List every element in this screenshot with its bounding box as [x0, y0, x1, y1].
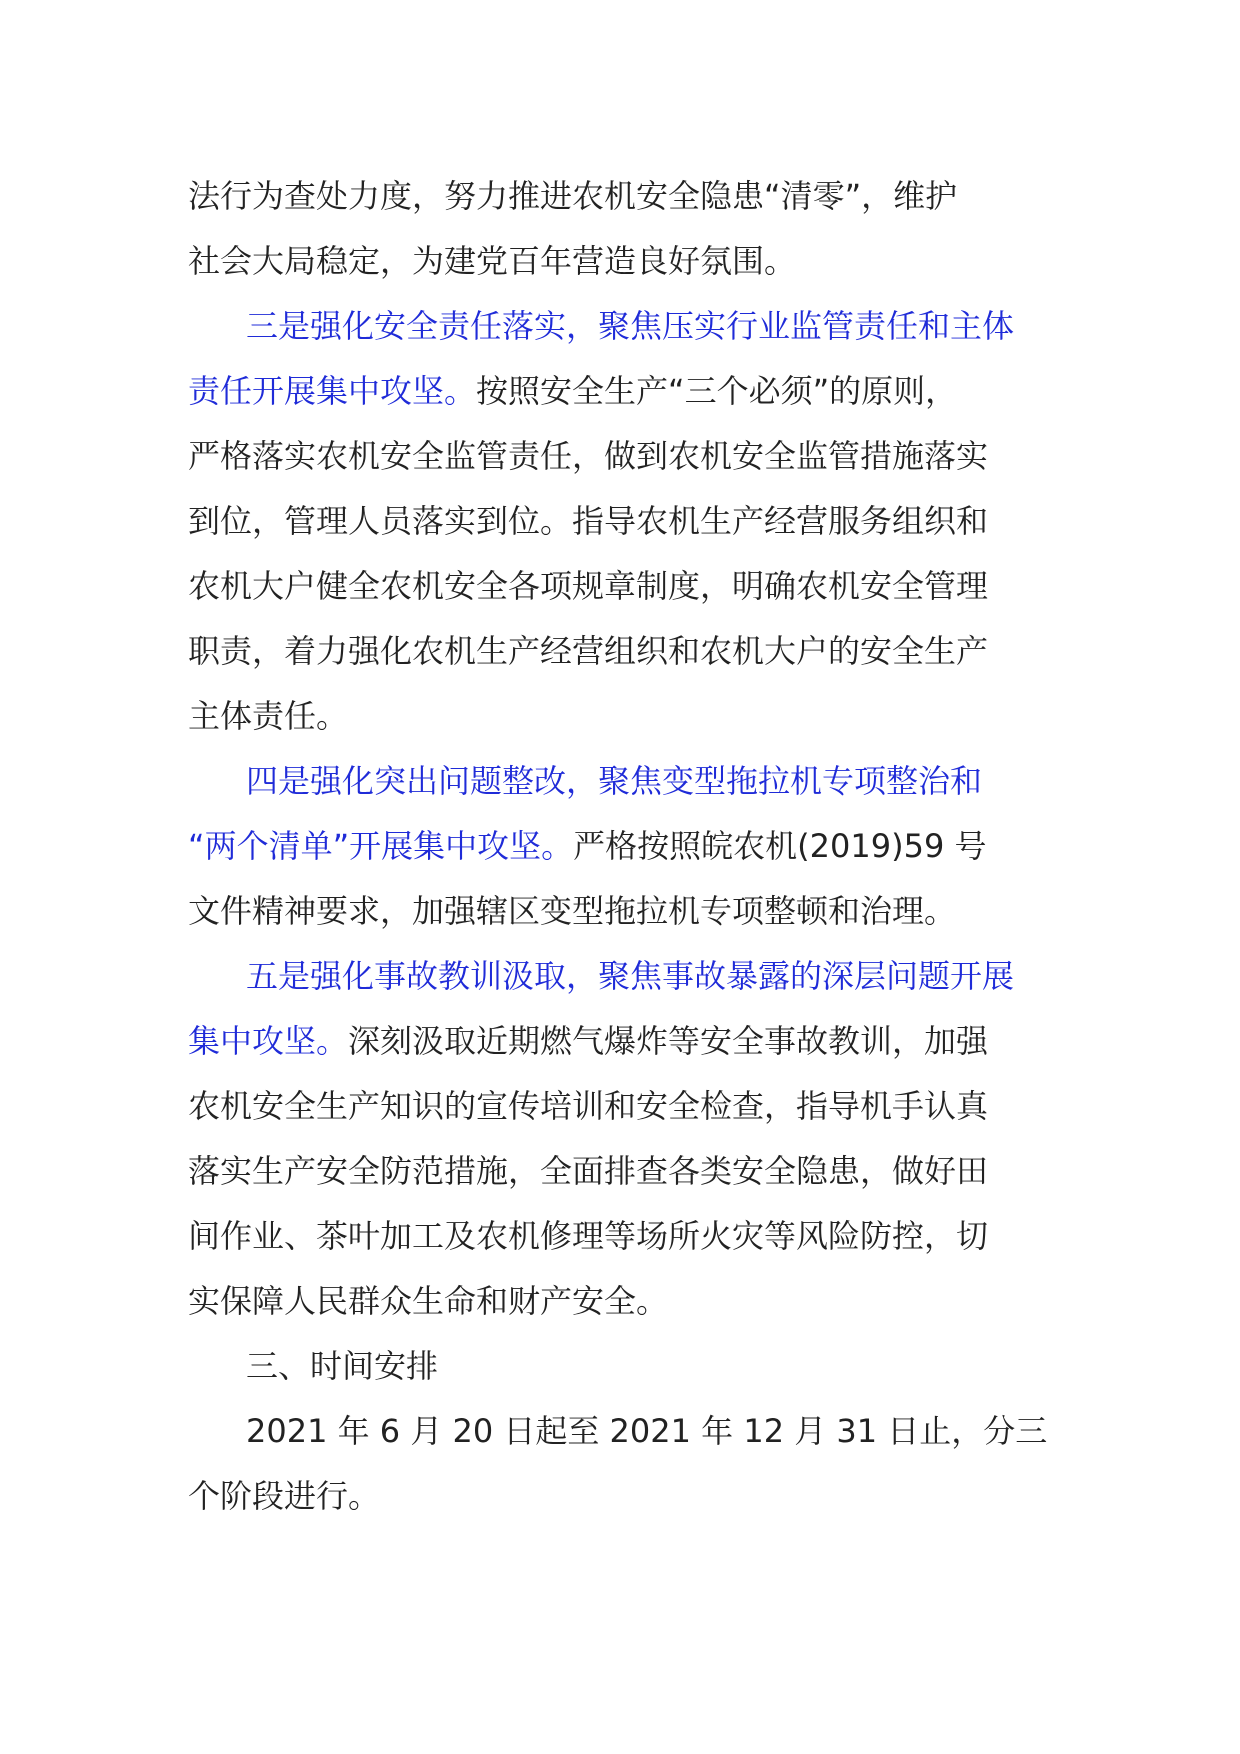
mixed-line [188, 359, 1054, 424]
body-text: 严格按照皖农机(2019)59 号 [573, 827, 987, 865]
text-line: 严格落实农机安全监管责任，做到农机安全监管措施落实 [188, 437, 989, 475]
text-line: 社会大局稳定，为建党百年营造良好氛围。 [188, 242, 797, 280]
highlighted-heading-line: 五是强化事故教训汲取，聚焦事故暴露的深层问题开展 [246, 957, 1015, 995]
highlighted-heading-line: 四是强化突出问题整改，聚焦变型拖拉机专项整治和 [246, 762, 983, 800]
text-line: 到位，管理人员落实到位。指导农机生产经营服务组织和 [188, 502, 989, 540]
text-line: 农机大户健全农机安全各项规章制度，明确农机安全管理 [188, 567, 989, 605]
highlighted-heading-text: 集中攻坚。 [188, 1022, 349, 1060]
highlighted-heading-text: 责任开展集中攻坚。 [188, 372, 477, 410]
text-line: 间作业、茶叶加工及农机修理等场所火灾等风险防控，切 [188, 1217, 989, 1255]
text-line: 个阶段进行。 [188, 1477, 381, 1515]
text-line: 法行为查处力度，努力推进农机安全隐患“清零”，维护 [188, 177, 958, 215]
section-heading-schedule [188, 1334, 1054, 1399]
text-line: 文件精神要求，加强辖区变型拖拉机专项整顿和治理。 [188, 892, 957, 930]
paragraph-accident-lessons [188, 944, 1054, 1334]
body-text: 按照安全生产“三个必须”的原则， [476, 372, 958, 410]
text-line: 农机安全生产知识的宣传培训和安全检查，指导机手认真 [188, 1087, 989, 1125]
text-line: 主体责任。 [188, 697, 349, 735]
paragraph-rectification [188, 749, 1054, 944]
document-body [188, 164, 1054, 1529]
text-line: 职责，着力强化农机生产经营组织和农机大户的安全生产 [188, 632, 989, 670]
mixed-line [188, 1009, 1054, 1074]
body-text: 深刻汲取近期燃气爆炸等安全事故教训，加强 [348, 1022, 989, 1060]
mixed-line [188, 814, 1054, 879]
text-line: 2021 年 6 月 20 日起至 2021 年 12 月 31 日止，分三 [246, 1412, 1048, 1450]
highlighted-heading-text: “两个清单”开展集中攻坚。 [188, 827, 574, 865]
highlighted-heading-line: 三是强化安全责任落实，聚焦压实行业监管责任和主体 [246, 307, 1015, 345]
paragraph-enforcement-continued [188, 164, 1054, 294]
text-line: 实保障人民群众生命和财产安全。 [188, 1282, 669, 1320]
paragraph-responsibility [188, 294, 1054, 749]
text-line: 落实生产安全防范措施，全面排查各类安全隐患，做好田 [188, 1152, 989, 1190]
paragraph-schedule [188, 1399, 1054, 1529]
section-heading: 三、时间安排 [246, 1347, 439, 1385]
